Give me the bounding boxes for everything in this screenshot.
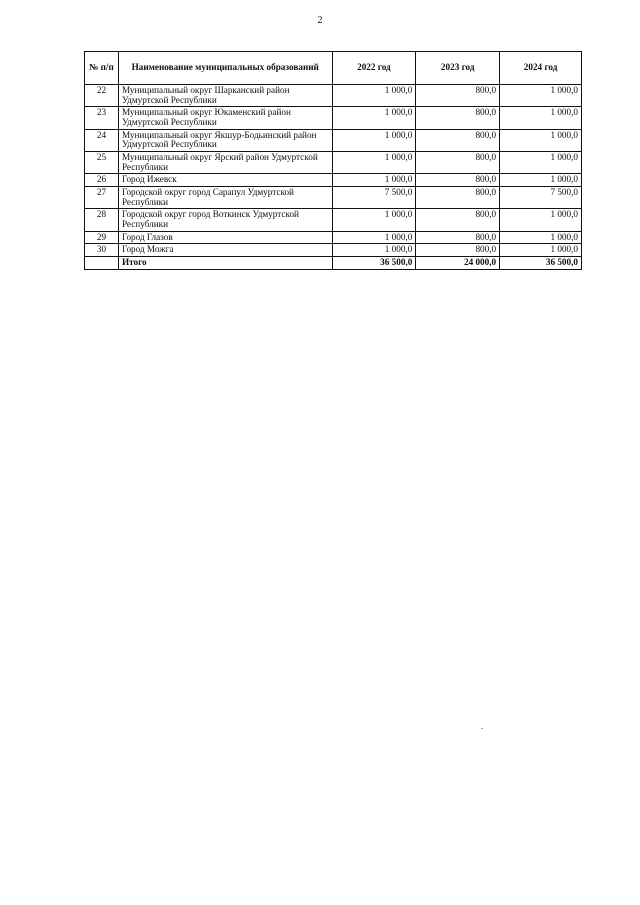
municipality-name: Муниципальный округ Ярский район Удмуртской Республики	[118, 151, 332, 173]
value-2024: 1 000,0	[500, 107, 582, 129]
table-row	[85, 107, 582, 129]
row-number: 26	[85, 174, 119, 187]
header-name: Наименование муниципальных образований	[118, 52, 332, 85]
total-number-cell	[85, 256, 119, 269]
table-row	[85, 244, 582, 257]
value-2022: 1 000,0	[332, 209, 416, 231]
municipality-name: Город Ижевск	[118, 174, 332, 187]
scan-artifact-dot: .	[481, 722, 483, 731]
total-2022: 36 500,0	[332, 256, 416, 269]
value-2023: 800,0	[416, 174, 500, 187]
header-2023: 2023 год	[416, 52, 500, 85]
table-row	[85, 186, 582, 208]
municipality-name: Городской округ город Сарапул Удмуртской Республики	[118, 186, 332, 208]
value-2024: 1 000,0	[500, 244, 582, 257]
row-number: 29	[85, 231, 119, 244]
value-2023: 800,0	[416, 151, 500, 173]
value-2022: 1 000,0	[332, 244, 416, 257]
value-2024: 1 000,0	[500, 231, 582, 244]
total-label: Итого	[118, 256, 332, 269]
municipality-name: Муниципальный округ Якшур-Бодьинский район Удмуртской Республики	[118, 129, 332, 151]
total-2023: 24 000,0	[416, 256, 500, 269]
row-number: 30	[85, 244, 119, 257]
value-2022: 1 000,0	[332, 107, 416, 129]
value-2023: 800,0	[416, 244, 500, 257]
value-2024: 1 000,0	[500, 85, 582, 107]
value-2022: 1 000,0	[332, 85, 416, 107]
municipality-name: Муниципальный округ Юкаменский район Удмуртской Республики	[118, 107, 332, 129]
row-number: 27	[85, 186, 119, 208]
value-2024: 1 000,0	[500, 129, 582, 151]
table-row	[85, 129, 582, 151]
value-2022: 7 500,0	[332, 186, 416, 208]
value-2023: 800,0	[416, 85, 500, 107]
municipality-name: Город Можга	[118, 244, 332, 257]
value-2023: 800,0	[416, 129, 500, 151]
value-2023: 800,0	[416, 231, 500, 244]
municipality-name: Город Глазов	[118, 231, 332, 244]
value-2022: 1 000,0	[332, 129, 416, 151]
table-header-row	[85, 52, 582, 85]
row-number: 28	[85, 209, 119, 231]
value-2023: 800,0	[416, 107, 500, 129]
page-number: 2	[317, 15, 323, 26]
row-number: 24	[85, 129, 119, 151]
table-row	[85, 231, 582, 244]
value-2023: 800,0	[416, 209, 500, 231]
table-row	[85, 85, 582, 107]
value-2023: 800,0	[416, 186, 500, 208]
row-number: 23	[85, 107, 119, 129]
table-row	[85, 174, 582, 187]
header-num: № п/п	[85, 52, 119, 85]
municipality-name: Городской округ город Воткинск Удмуртской Республики	[118, 209, 332, 231]
municipality-name: Муниципальный округ Шарканский район Удмуртской Республики	[118, 85, 332, 107]
value-2022: 1 000,0	[332, 231, 416, 244]
table-row	[85, 209, 582, 231]
header-2022: 2022 год	[332, 52, 416, 85]
table-row	[85, 151, 582, 173]
value-2022: 1 000,0	[332, 151, 416, 173]
total-row	[85, 256, 582, 269]
value-2024: 7 500,0	[500, 186, 582, 208]
total-2024: 36 500,0	[500, 256, 582, 269]
row-number: 25	[85, 151, 119, 173]
value-2024: 1 000,0	[500, 151, 582, 173]
value-2022: 1 000,0	[332, 174, 416, 187]
row-number: 22	[85, 85, 119, 107]
value-2024: 1 000,0	[500, 209, 582, 231]
value-2024: 1 000,0	[500, 174, 582, 187]
allocation-table	[84, 51, 582, 270]
header-2024: 2024 год	[500, 52, 582, 85]
